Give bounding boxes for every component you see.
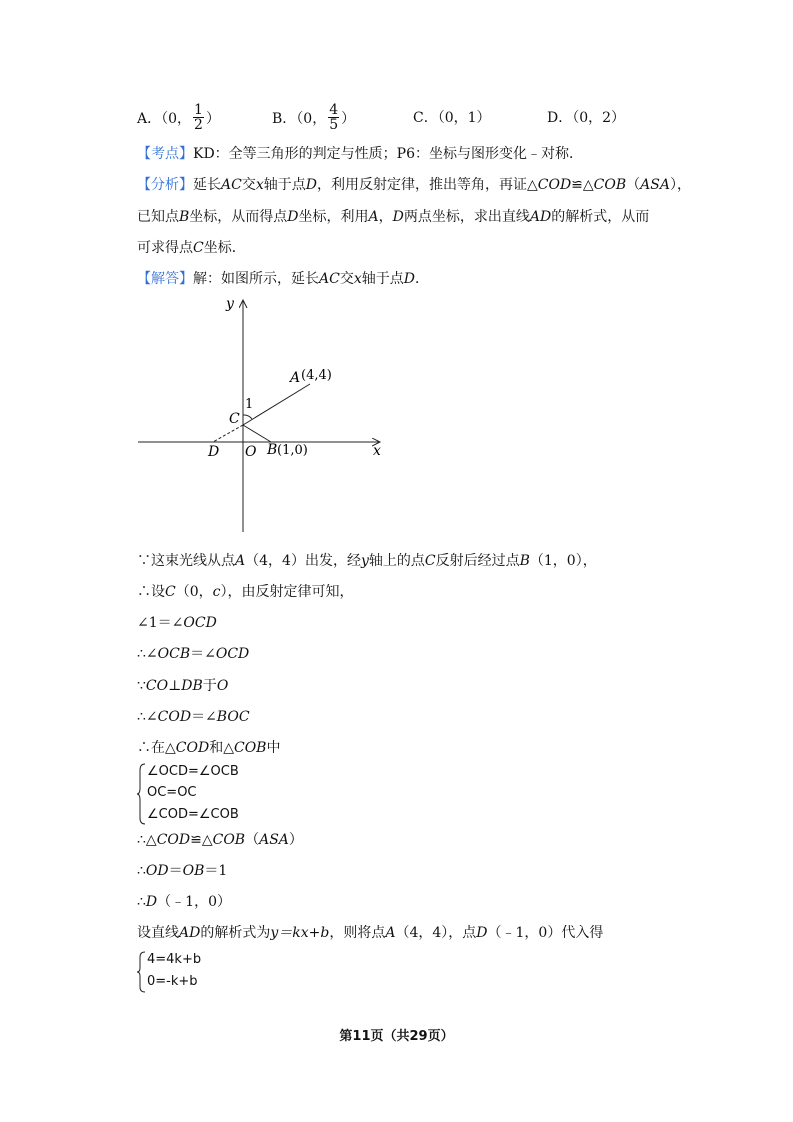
fenxi-line-3: 可求得点C坐标． bbox=[137, 240, 246, 256]
point-d-label: D bbox=[208, 444, 220, 460]
option-d: D．（0，2） bbox=[547, 110, 626, 126]
angle-1-label: 1 bbox=[245, 397, 254, 412]
solution-line-5: ∵CO⊥DB于O bbox=[137, 678, 229, 694]
jieda-line: 【解答】解：如图所示，延长AC交x轴于点D． bbox=[137, 271, 429, 287]
solution-line-8: ∴△COD≌△COB（ASA） bbox=[137, 832, 303, 848]
kaodian-line: 【考点】KD：全等三角形的判定与性质；P6：坐标与图形变化﹣对称． bbox=[137, 146, 584, 162]
solution-line-3: ∠1＝∠OCD bbox=[137, 615, 217, 631]
point-b-coord: (1,0) bbox=[277, 443, 308, 458]
point-c-label: C bbox=[229, 411, 240, 427]
option-a-fraction: $\frac{1}{2}$ bbox=[194, 102, 203, 133]
solution-line-9: ∴OD＝OB＝1 bbox=[137, 863, 228, 879]
brace-icon bbox=[137, 950, 147, 994]
solution-line-6: ∴∠COD＝∠BOC bbox=[137, 709, 250, 725]
y-axis-label: y bbox=[226, 296, 234, 312]
ray-cb bbox=[243, 425, 271, 442]
fenxi-line-2: 已知点B坐标，从而得点D坐标，利用A，D两点坐标，求出直线AD的解析式，从而 bbox=[137, 209, 650, 225]
point-a-label: A bbox=[290, 370, 301, 386]
angle-1-arc bbox=[243, 415, 252, 419]
solution-line-1: ∵这束光线从点A（4，4）出发，经y轴上的点C反射后经过点B（1，0）， bbox=[137, 553, 597, 569]
fenxi-line-1: 【分析】延长AC交x轴于点D，利用反射定律，推出等角，再证△COD≌△COB（ASA）， bbox=[137, 177, 691, 193]
option-b-fraction: $\frac{4}{5}$ bbox=[329, 102, 339, 133]
point-a-coord: (4,4) bbox=[301, 368, 332, 383]
dashed-cd bbox=[213, 425, 243, 442]
point-o-label: O bbox=[245, 444, 257, 460]
option-a: A．（0， $\frac{1}{2}$ ） bbox=[137, 102, 220, 133]
kaodian-tag: 【考点】 bbox=[137, 146, 193, 162]
option-c: C．（0，1） bbox=[413, 110, 491, 126]
solution-line-4: ∴∠OCB＝∠OCD bbox=[137, 646, 250, 662]
fenxi-tag: 【分析】 bbox=[137, 177, 193, 193]
solution-line-2: ∴设C（0，c），由反射定律可知， bbox=[137, 584, 354, 600]
equation-system-2: 4=4k+b 0=-k+b bbox=[137, 950, 337, 994]
brace-icon bbox=[137, 762, 147, 826]
x-axis-label: x bbox=[373, 443, 381, 459]
option-b: B．（0， $\frac{4}{5}$ ） bbox=[272, 102, 356, 133]
solution-line-11: 设直线AD的解析式为y＝kx+b，则将点A（4，4），点D（﹣1，0）代入得 bbox=[137, 925, 604, 941]
jieda-tag: 【解答】 bbox=[137, 271, 193, 287]
equation-system-1: ∠OCD=∠OCB OC=OC ∠COD=∠COB bbox=[137, 762, 397, 826]
solution-line-7: ∴在△COD和△COB中 bbox=[137, 740, 281, 756]
point-b-label: B bbox=[267, 442, 278, 458]
option-b-label: B．（0， bbox=[272, 110, 327, 127]
option-a-label: A．（0， bbox=[137, 110, 192, 127]
solution-line-10: ∴D（﹣1，0） bbox=[137, 894, 231, 910]
page-footer: 第11页（共29页） bbox=[339, 1029, 454, 1044]
